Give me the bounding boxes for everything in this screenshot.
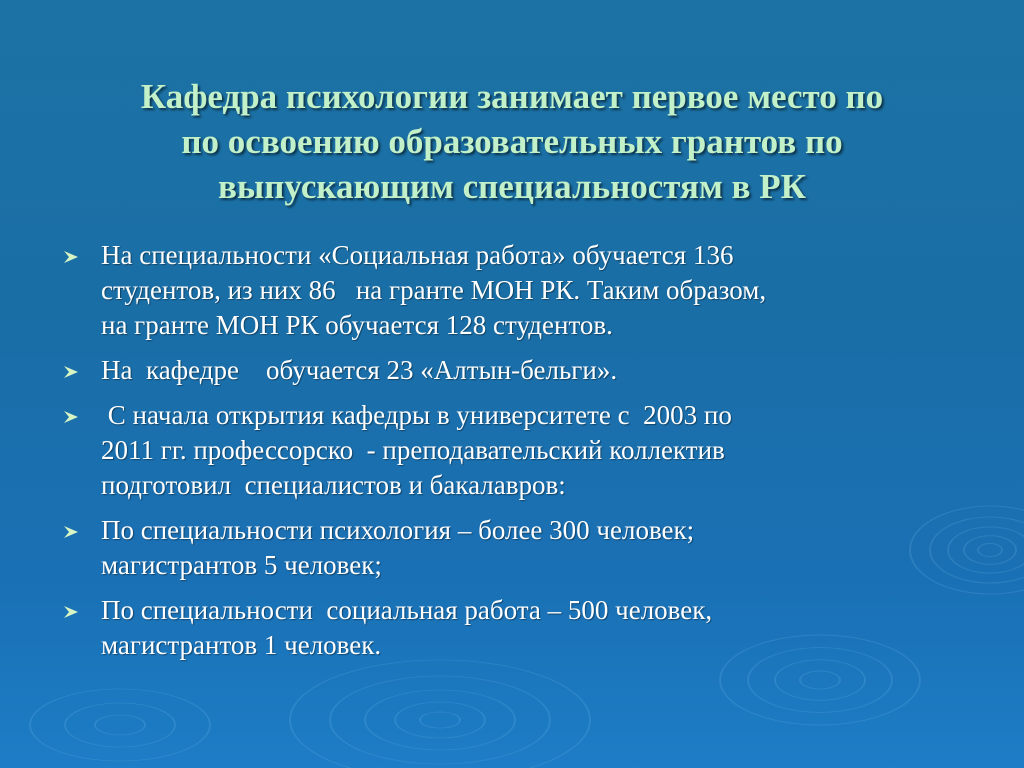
bullet-item <box>60 513 960 583</box>
bullet-text-line: 2011 гг. профессорско - преподавательский коллектив <box>101 435 725 465</box>
bullet-text-line: подготовил специалистов и бакалавров: <box>101 470 566 500</box>
bullet-item <box>60 353 960 388</box>
arrowhead-bullet-icon <box>63 365 79 379</box>
slide-title <box>60 74 964 209</box>
bullet-item <box>60 398 960 503</box>
bullet-list <box>60 238 960 673</box>
arrowhead-bullet-icon <box>63 605 79 619</box>
bullet-text-line: студентов, из них 86 на гранте МОН РК. Таким образом, <box>101 275 767 305</box>
title-line: Кафедра психологии занимает первое место по <box>140 77 884 116</box>
arrowhead-bullet-icon <box>63 410 79 424</box>
bullet-item <box>60 238 960 343</box>
bullet-text-line: По специальности социальная работа – 500 человек, <box>101 595 713 625</box>
bullet-text-line: магистрантов 5 человек; <box>101 550 382 580</box>
bullet-text-line: На кафедре обучается 23 «Алтын-бельги». <box>101 355 618 385</box>
bullet-text-line: магистрантов 1 человек. <box>101 630 382 660</box>
title-line: по освоению образовательных грантов по <box>181 122 843 161</box>
arrowhead-bullet-icon <box>63 525 79 539</box>
bullet-text-line: на гранте МОН РК обучается 128 студентов. <box>101 310 613 340</box>
bullet-text-line: По специальности психология – более 300 человек; <box>101 515 695 545</box>
bullet-text-line: На специальности «Социальная работа» обучается 136 <box>101 240 734 270</box>
title-line: выпускающим специальностям в РК <box>218 167 806 206</box>
bullet-item <box>60 593 960 663</box>
arrowhead-bullet-icon <box>63 250 79 264</box>
bullet-text-line: С начала открытия кафедры в университете с 2003 по <box>101 400 732 430</box>
